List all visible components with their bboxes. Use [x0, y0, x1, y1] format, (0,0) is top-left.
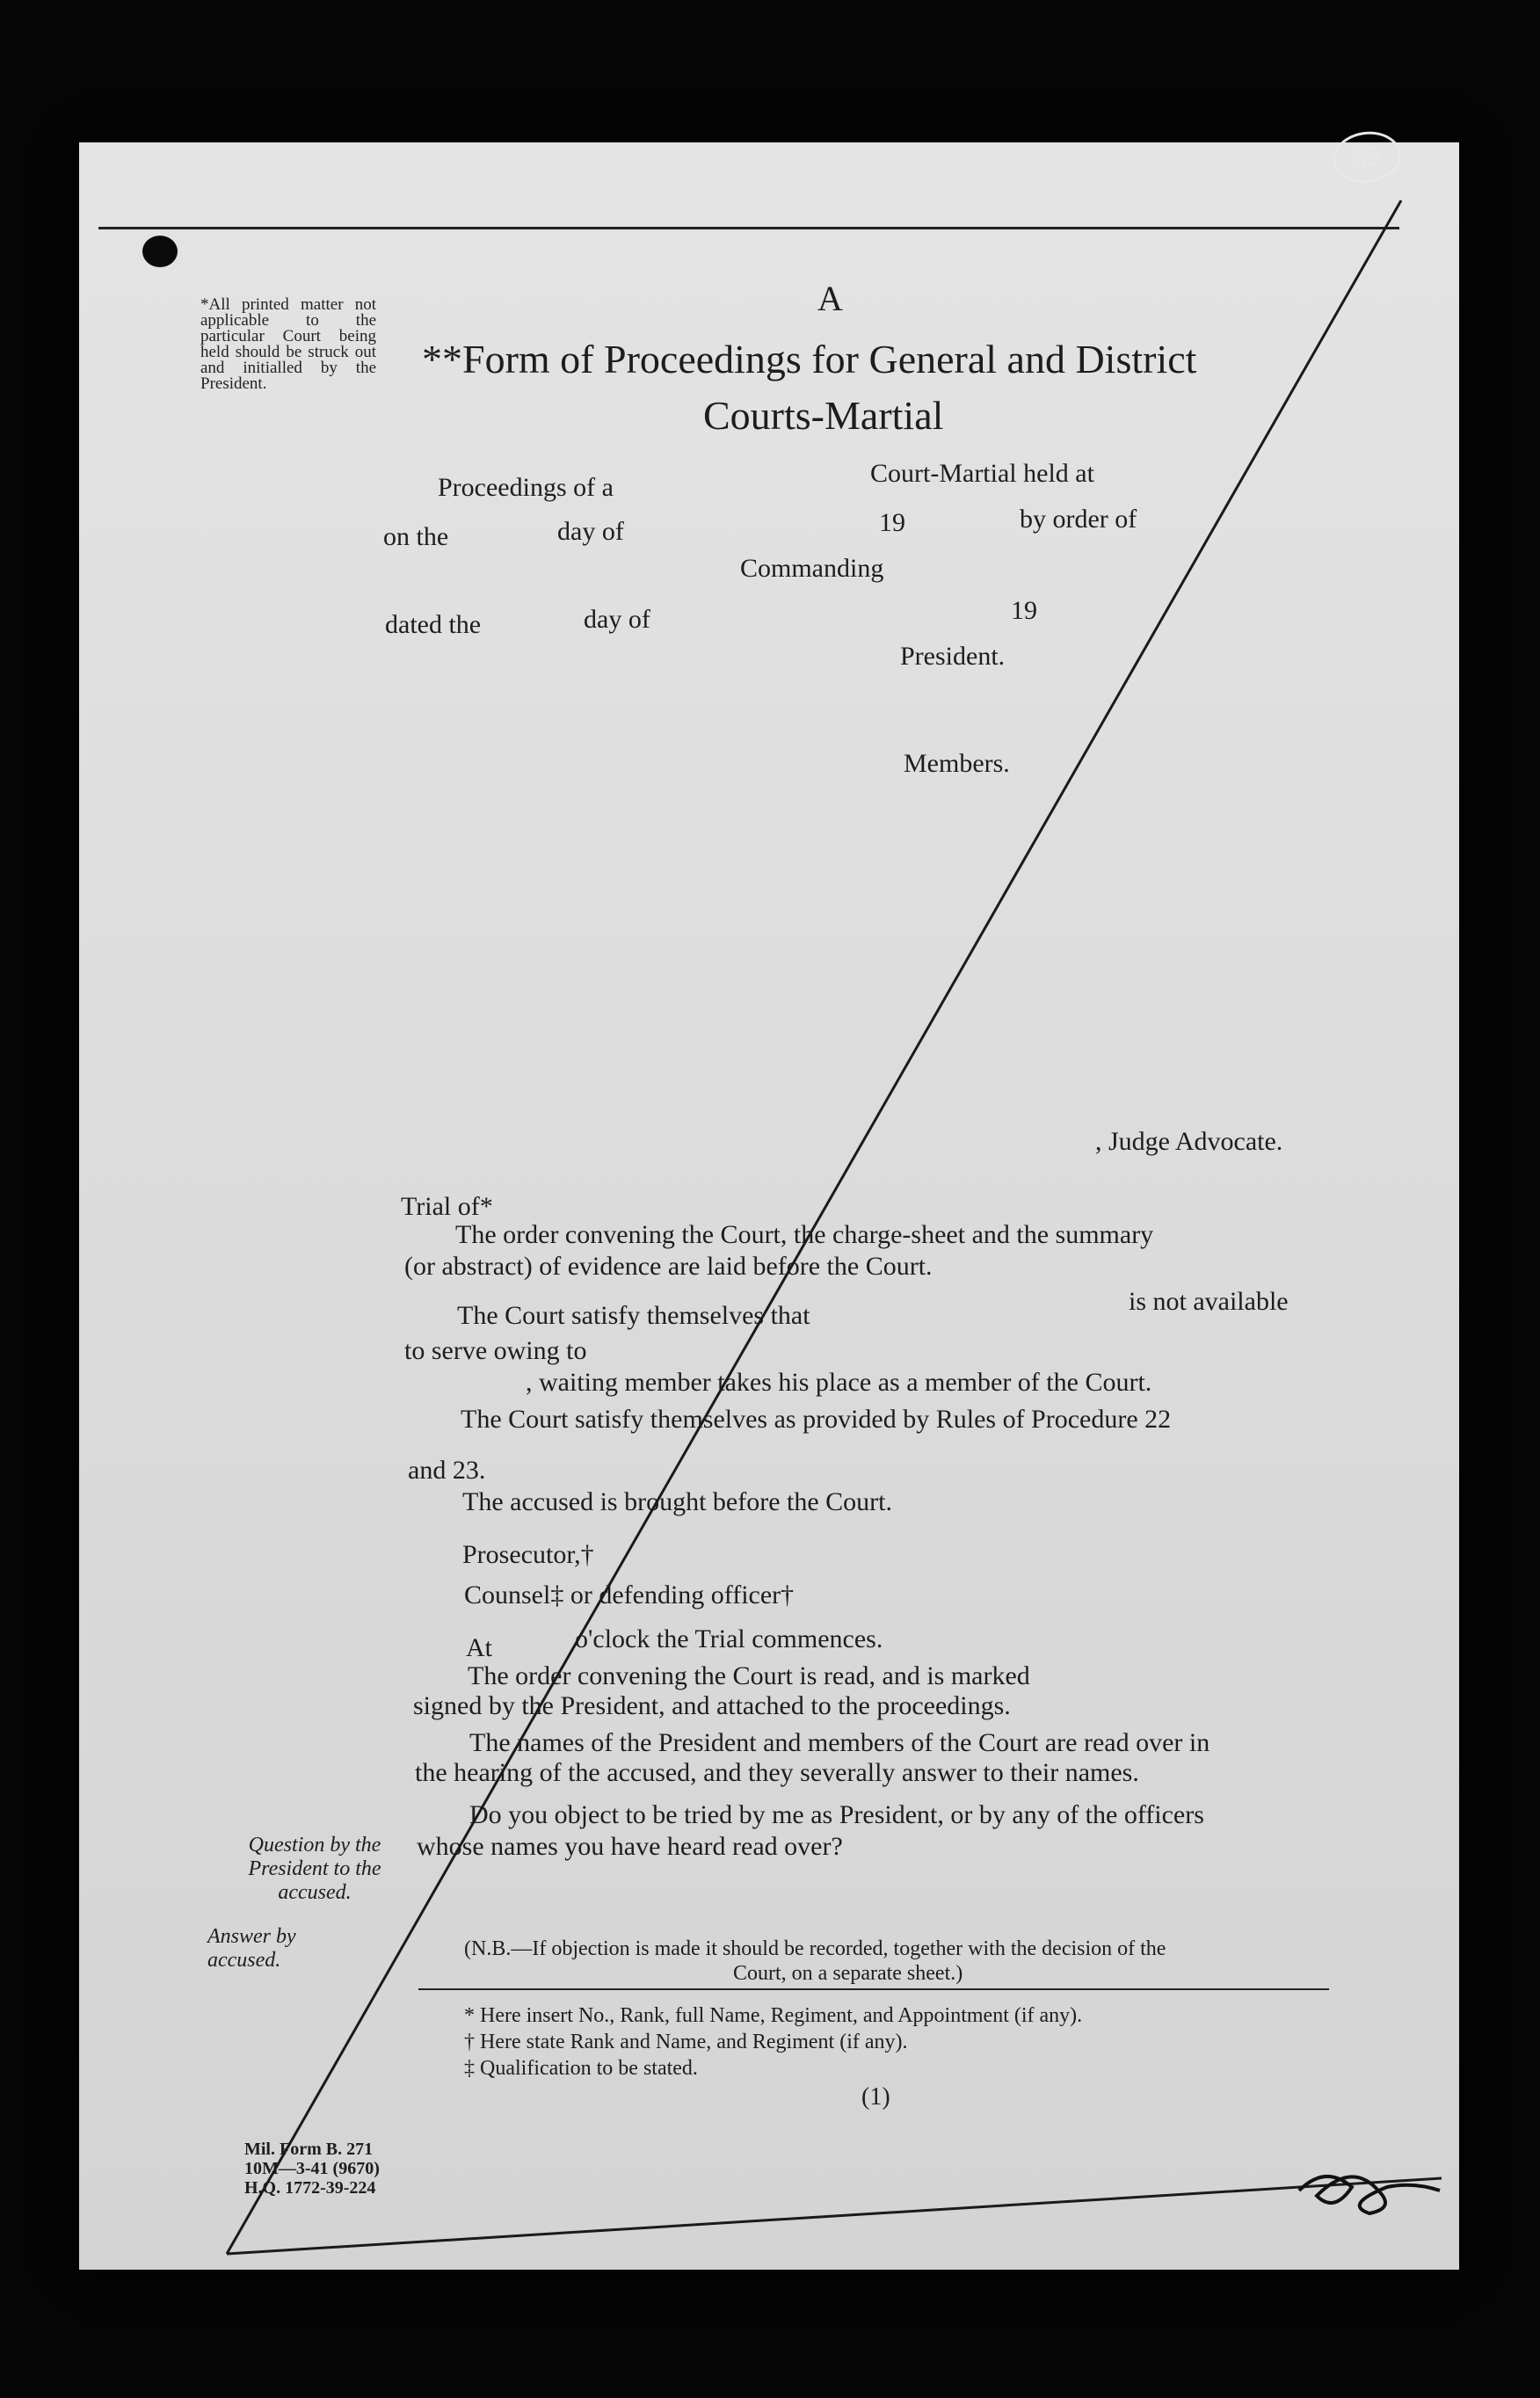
- para-7-line-1: Do you object to be tried by me as President, or by any of the officers: [469, 1800, 1204, 1829]
- form-title-line1: **Form of Proceedings for General and District: [422, 337, 1197, 382]
- form-id-line-2: 10M—3-41 (9670): [244, 2159, 380, 2178]
- form-id-line-3: H.Q. 1772-39-224: [244, 2178, 376, 2198]
- field-year-2: 19: [1011, 596, 1037, 625]
- field-dated-the: dated the: [385, 610, 482, 639]
- para-3-line-1: The Court satisfy themselves as provided by Rules of Procedure 22: [461, 1405, 1172, 1434]
- diagonal-strike-line: [227, 200, 1401, 2254]
- form-letter: A: [817, 279, 843, 318]
- para-6-line-1: The names of the President and members of the Court are read over in: [469, 1728, 1210, 1757]
- counsel-line: Counsel‡ or defending officer†: [464, 1580, 795, 1610]
- field-members: Members.: [904, 749, 1010, 778]
- field-by-order-of: by order of: [1020, 505, 1137, 534]
- para-3-line-2: and 23.: [408, 1456, 486, 1485]
- para-2-line-1a: The Court satisfy themselves that: [457, 1301, 810, 1330]
- footnote-dagger: † Here state Rank and Name, and Regiment (if any).: [464, 2031, 908, 2053]
- initials-scribble: [1299, 2176, 1440, 2213]
- para-2-line-3: , waiting member takes his place as a member of the Court.: [526, 1368, 1152, 1397]
- side-label-question: Question by the President to the accused.: [248, 1834, 381, 1904]
- nb-note-line-2: Court, on a separate sheet.): [733, 1962, 963, 1985]
- para-6-line-2: the hearing of the accused, and they severally answer to their names.: [415, 1758, 1139, 1787]
- footnote-star: * Here insert No., Rank, full Name, Regiment, and Appointment (if any).: [464, 2004, 1083, 2027]
- footnote-double-dagger: ‡ Qualification to be stated.: [464, 2057, 698, 2080]
- field-day-of-2: day of: [584, 605, 650, 634]
- field-day-of-1: day of: [557, 517, 624, 546]
- para-5-line-2: signed by the President, and attached to the proceedings.: [413, 1691, 1011, 1720]
- field-president: President.: [900, 642, 1006, 671]
- bottom-strike-line: [227, 2178, 1442, 2254]
- para-1-line-2: (or abstract) of evidence are laid before the Court.: [404, 1252, 933, 1281]
- field-on-the: on the: [383, 522, 449, 551]
- para-2-line-1b: is not available: [1129, 1287, 1289, 1316]
- para-2-line-2: to serve owing to: [404, 1336, 587, 1365]
- oclock-line: o'clock the Trial commences.: [575, 1624, 883, 1653]
- field-proceedings-of: Proceedings of a: [438, 473, 614, 502]
- para-7-line-2: whose names you have heard read over?: [417, 1832, 843, 1861]
- form-title-line2: Courts-Martial: [703, 393, 944, 438]
- field-judge-advocate: , Judge Advocate.: [1095, 1127, 1283, 1156]
- page-number-circle: 55: [1329, 127, 1404, 187]
- para-1-line-1: The order convening the Court, the charge-sheet and the summary: [455, 1220, 1154, 1249]
- margin-note: *All printed matter not applicable to the particular Court being held should be struck out and initialled by the President.: [200, 295, 376, 393]
- para-5-line-1: The order convening the Court is read, and is marked: [468, 1661, 1030, 1690]
- side-label-answer: Answer by accused.: [207, 1925, 296, 1972]
- at-label: At: [466, 1633, 492, 1662]
- field-court-martial-held-at: Court-Martial held at: [870, 459, 1094, 488]
- para-4: The accused is brought before the Court.: [462, 1487, 893, 1516]
- trial-of: Trial of*: [401, 1192, 493, 1221]
- page-label: (1): [861, 2083, 890, 2111]
- nb-note-line-1: (N.B.—If objection is made it should be recorded, together with the decision of the: [464, 1937, 1166, 1960]
- form-id-line-1: Mil. Form B. 271: [244, 2140, 374, 2159]
- prosecutor-line: Prosecutor,†: [462, 1540, 594, 1569]
- field-year-1: 19: [879, 508, 905, 537]
- field-commanding: Commanding: [740, 554, 884, 583]
